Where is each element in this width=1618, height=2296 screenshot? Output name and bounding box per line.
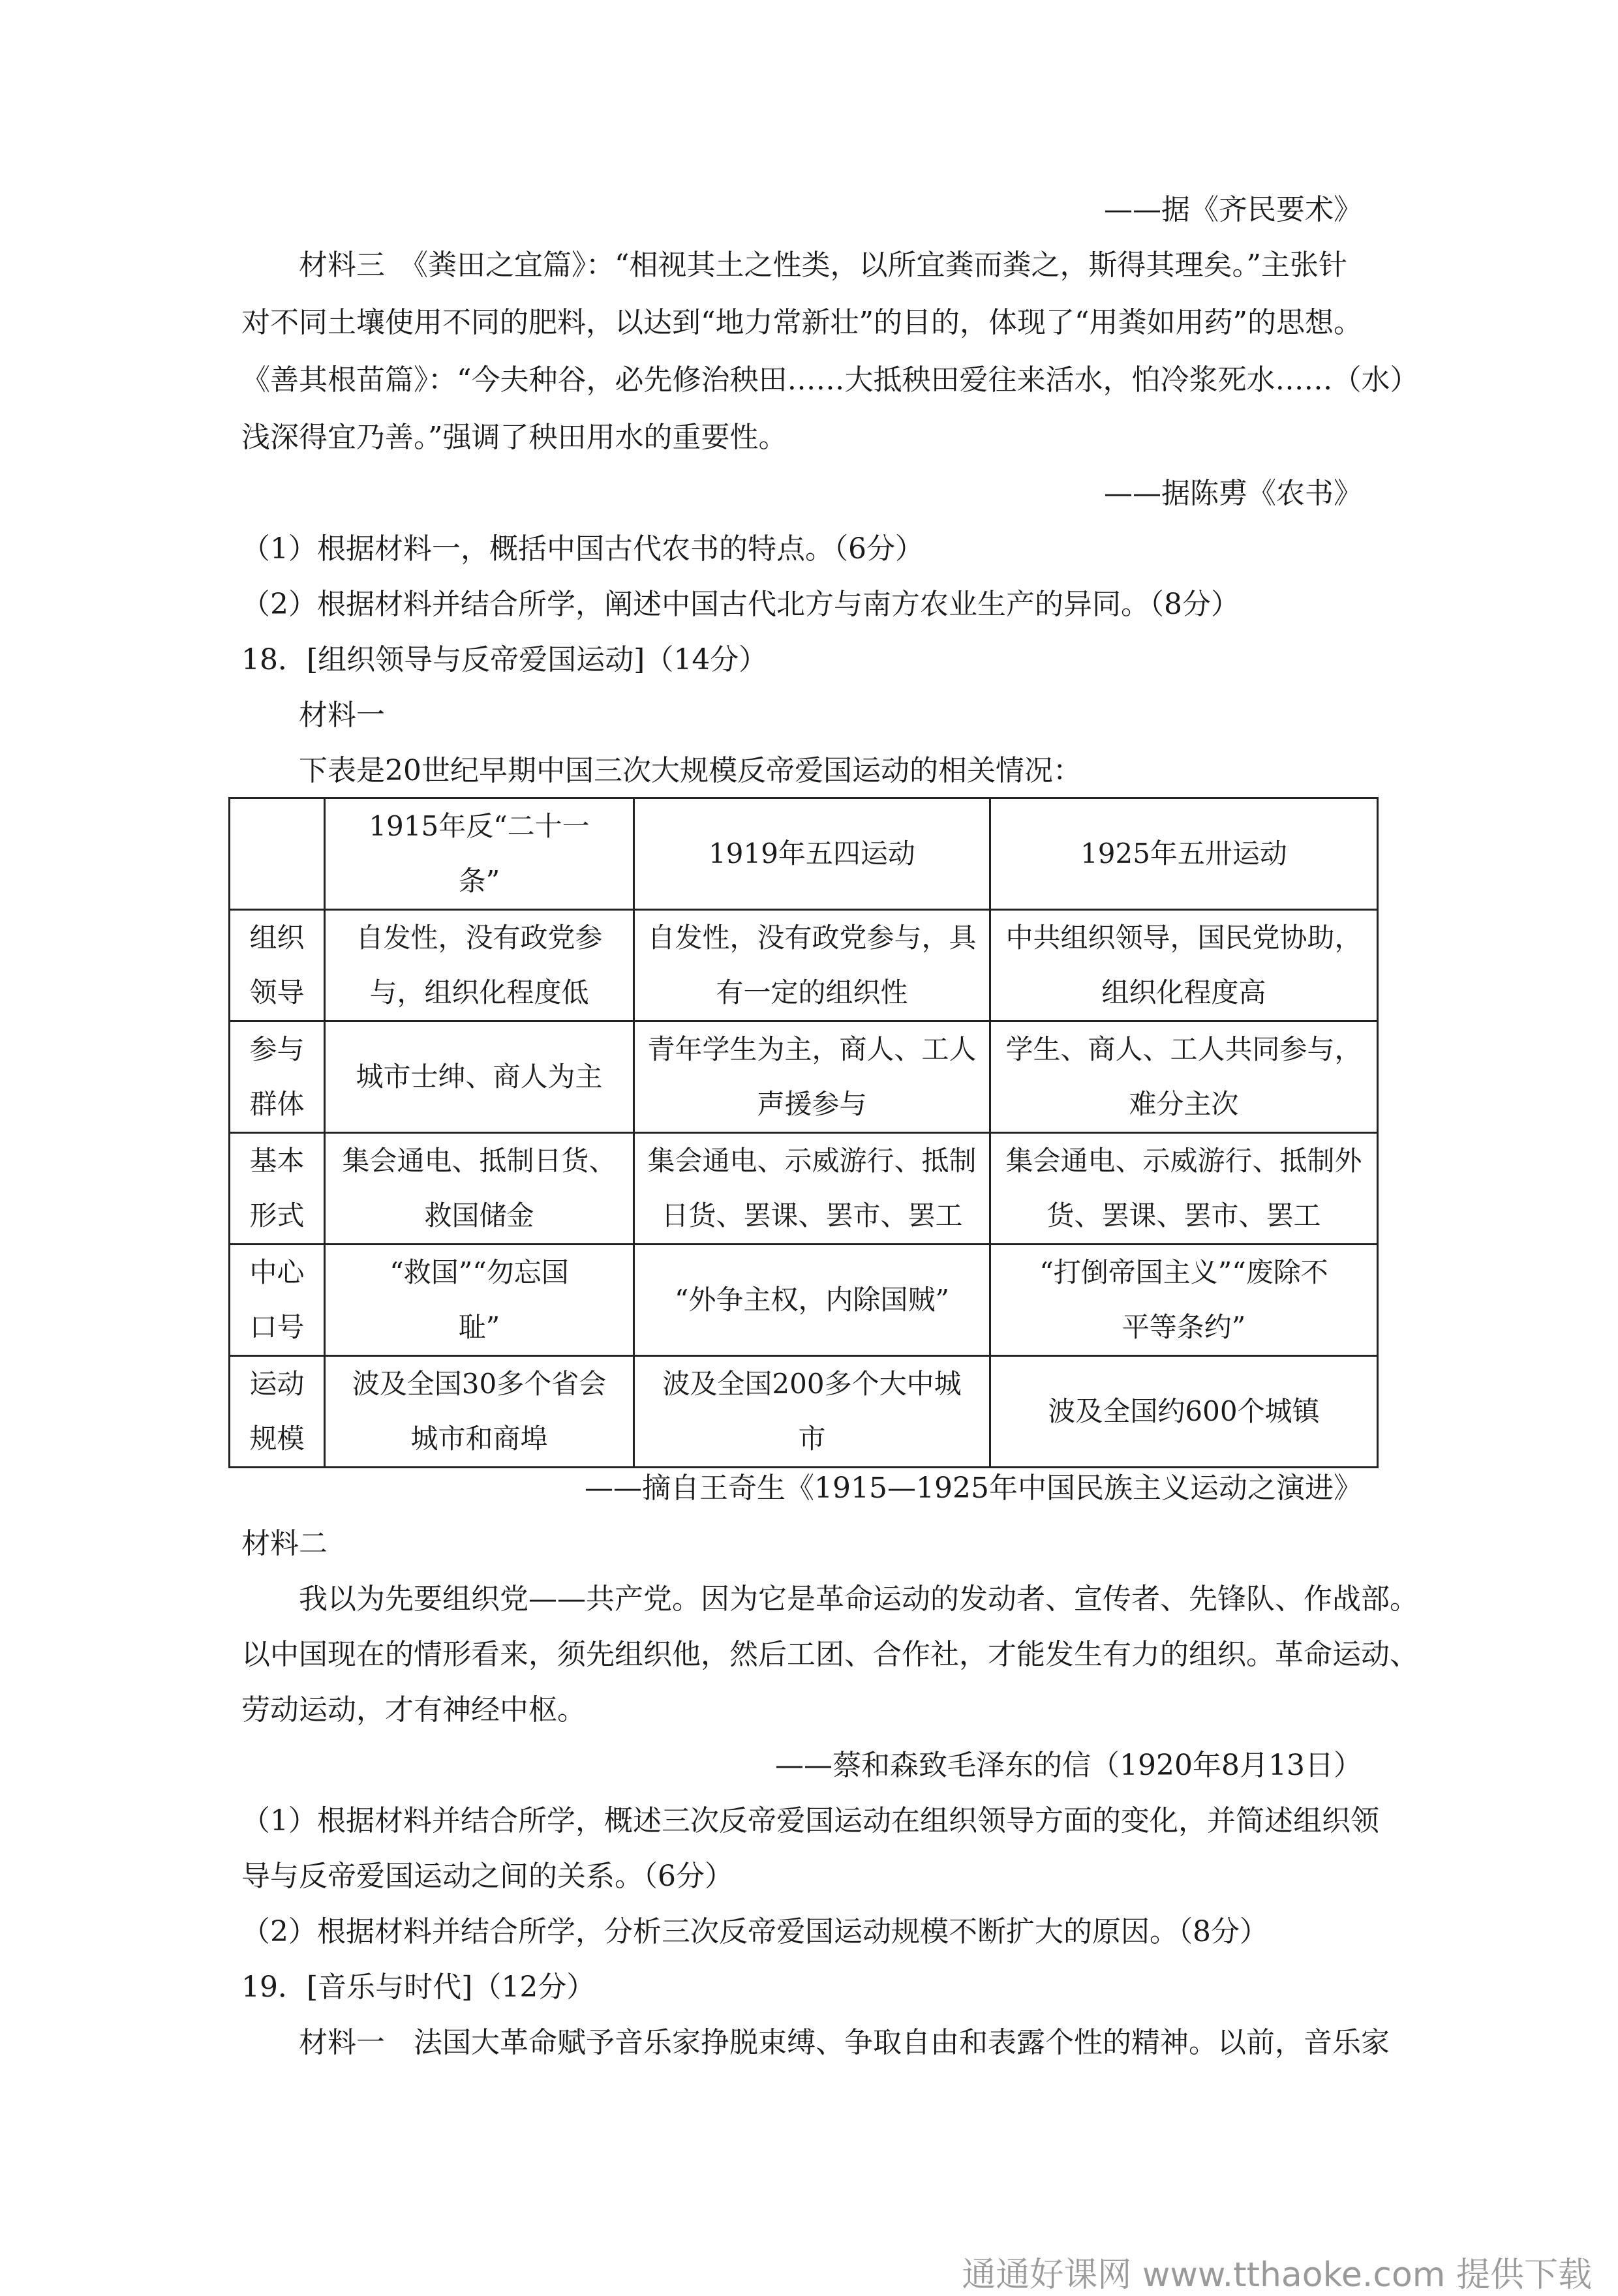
table-cell-line: 1915年反“二十一	[369, 810, 590, 842]
material-3-line-4: 浅深得宜乃善。”强调了秧田用水的重要性。	[241, 421, 787, 454]
table-cell	[990, 1133, 1378, 1245]
table-cell-line: 条”	[458, 865, 500, 897]
table-cell-line: 集会通电、示威游行、抵制外	[1005, 1145, 1362, 1177]
table-cell-line: 救国储金	[424, 1200, 534, 1231]
question-19-material-1: 材料一 法国大革命赋予音乐家挣脱束缚、争取自由和表露个性的精神。以前，音乐家	[299, 2026, 1390, 2059]
table-cell-line: 组织化程度高	[1101, 976, 1266, 1008]
table-cell-line: 运动	[249, 1368, 305, 1400]
question-18-1-line-1: （1）根据材料并结合所学，概述三次反帝爱国运动在组织领导方面的变化，并简述组织领	[241, 1804, 1379, 1837]
table-cell-line: 波及全国30多个省会	[352, 1368, 607, 1400]
table-cell-line: 难分主次	[1129, 1088, 1239, 1120]
material-3-line-2: 对不同土壤使用不同的肥料，以达到“地力常新壮”的目的，体现了“用粪如用药”的思想。	[241, 306, 1362, 339]
table-cell-line: 日货、罢课、罢市、罢工	[661, 1200, 963, 1231]
question-19-title: 19．[音乐与时代]（12分）	[241, 1971, 596, 2004]
table-cell	[634, 1356, 990, 1468]
table-cell-line: 规模	[249, 1423, 305, 1455]
table-cell	[325, 1245, 634, 1356]
table-cell-line: 口号	[249, 1311, 305, 1343]
table-cell-line: “打倒帝国主义”“废除不	[1039, 1256, 1328, 1288]
material-3-line-1: 材料三 《粪田之宜篇》：“相视其土之性类，以所宜粪而粪之，斯得其理矣。”主张针	[299, 249, 1347, 282]
table-cell-line: 城市和商埠	[410, 1423, 548, 1455]
material-2-source: ——蔡和森致毛泽东的信（1920年8月13日）	[775, 1749, 1362, 1782]
table-cell-line: 市	[798, 1423, 826, 1455]
table-cell-line: 中共组织领导，国民党协助，	[1005, 922, 1362, 954]
source-nongshu: ——据陈旉《农书》	[1104, 477, 1362, 510]
table-cell-line: 平等条约”	[1122, 1311, 1246, 1343]
source-qiminyaoshu: ——据《齐民要术》	[1104, 193, 1362, 226]
table-corner-cell	[230, 798, 325, 910]
table-row-label	[230, 910, 325, 1021]
table-row-label	[230, 1133, 325, 1245]
table-cell-line: 中心	[249, 1256, 305, 1288]
table-cell	[634, 910, 990, 1021]
table-cell-line: 自发性，没有政党参	[356, 922, 603, 954]
table-row-label	[230, 1356, 325, 1468]
table-row-label	[230, 1245, 325, 1356]
table-row-label	[230, 1021, 325, 1133]
table-cell-line: 集会通电、示威游行、抵制	[647, 1145, 977, 1177]
material-2-line-3: 劳动运动，才有神经中枢。	[241, 1693, 586, 1727]
table-cell	[990, 1021, 1378, 1133]
material-2-line-1: 我以为先要组织党——共产党。因为它是革命运动的发动者、宣传者、先锋队、作战部。	[299, 1582, 1418, 1616]
table-cell-line: 货、罢课、罢市、罢工	[1046, 1200, 1321, 1231]
table-header-cell: 1919年五四运动	[634, 798, 990, 910]
table-cell	[634, 1133, 990, 1245]
table-cell	[325, 1133, 634, 1245]
table-cell-line: 有一定的组织性	[716, 976, 908, 1008]
material-3-line-3: 《善其根苗篇》：“今夫种谷，必先修治秧田……大抵秧田爱往来活水，怕冷浆死水……（水）	[241, 363, 1419, 397]
table-cell: 波及全国约600个城镇	[990, 1356, 1378, 1468]
table-cell	[325, 910, 634, 1021]
table-header-row	[230, 798, 1378, 910]
table-cell: 城市士绅、商人为主	[325, 1021, 634, 1133]
question-18-2: （2）根据材料并结合所学，分析三次反帝爱国运动规模不断扩大的原因。（8分）	[241, 1915, 1268, 1948]
table-cell-line: 声援参与	[757, 1088, 867, 1120]
table-row	[230, 1133, 1378, 1245]
table-cell-line: 学生、商人、工人共同参与，	[1005, 1033, 1362, 1065]
table-cell-line: 群体	[249, 1088, 305, 1120]
table-cell-line: 青年学生为主，商人、工人	[647, 1033, 977, 1065]
table-header-cell	[325, 798, 634, 910]
table-cell-line: 组织	[249, 922, 305, 954]
table-cell-line: 形式	[249, 1200, 305, 1231]
table-cell	[634, 1021, 990, 1133]
question-17-2: （2）根据材料并结合所学，阐述中国古代北方与南方农业生产的异同。（8分）	[241, 588, 1240, 621]
table-cell	[990, 910, 1378, 1021]
material-1-label: 材料一	[299, 699, 385, 732]
table-cell-line: 耻”	[458, 1311, 500, 1343]
table-cell-line: “救国”“勿忘国	[389, 1256, 569, 1288]
table-row	[230, 1021, 1378, 1133]
table-intro: 下表是20世纪早期中国三次大规模反帝爱国运动的相关情况：	[299, 754, 1082, 787]
movements-table	[228, 797, 1379, 1468]
table-source: ——摘自王奇生《1915—1925年中国民族主义运动之演进》	[585, 1472, 1362, 1505]
table-row	[230, 1356, 1378, 1468]
question-18-title: 18．[组织领导与反帝爱国运动]（14分）	[241, 643, 768, 676]
table-cell-line: 参与	[249, 1033, 305, 1065]
question-17-1: （1）根据材料一，概括中国古代农书的特点。（6分）	[241, 532, 924, 566]
material-2-line-2: 以中国现在的情形看来，须先组织他，然后工团、合作社，才能发生有力的组织。革命运动、	[241, 1638, 1418, 1671]
table-cell	[990, 1245, 1378, 1356]
table-cell	[325, 1356, 634, 1468]
question-18-1-line-2: 导与反帝爱国运动之间的关系。（6分）	[241, 1860, 733, 1893]
table-cell-line: 基本	[249, 1145, 305, 1177]
table-cell-line: 自发性，没有政党参与，具	[647, 922, 977, 954]
material-2-label: 材料二	[241, 1527, 328, 1560]
footer-watermark: 通通好课网 www.tthaoke.com 提供下载	[962, 2256, 1592, 2295]
table-row	[230, 910, 1378, 1021]
table-cell-line: 与，组织化程度低	[369, 976, 589, 1008]
table-cell-line: 波及全国200多个大中城	[662, 1368, 962, 1400]
table-cell-line: 集会通电、抵制日货、	[342, 1145, 617, 1177]
table-header-cell: 1925年五卅运动	[990, 798, 1378, 910]
table-cell-line: 领导	[249, 976, 305, 1008]
table-cell: “外争主权，内除国贼”	[634, 1245, 990, 1356]
table-row	[230, 1245, 1378, 1356]
